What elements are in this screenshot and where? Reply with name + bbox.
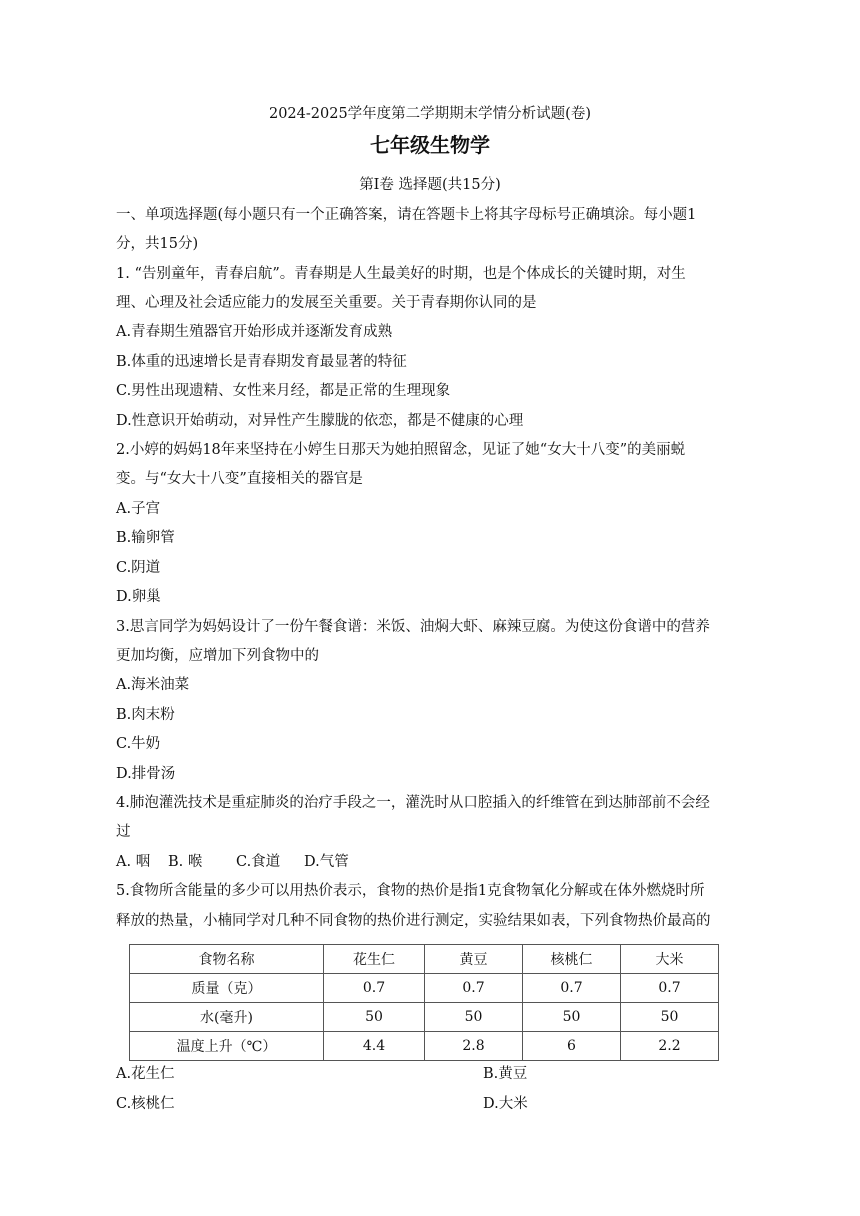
q5-option-c: C.核桃仁 bbox=[116, 1096, 175, 1112]
table-cell: 50 bbox=[425, 1003, 523, 1032]
q4-option-a: A. 咽 bbox=[116, 854, 151, 870]
table-header-cell: 黄豆 bbox=[425, 945, 523, 974]
table-cell: 水(毫升) bbox=[130, 1003, 324, 1032]
subject-title: 七年级生物学 bbox=[370, 133, 490, 157]
q1-option-c: C.男性出现遗精、女性来月经，都是正常的生理现象 bbox=[116, 383, 451, 399]
q2-stem-line2: 变。与“女大十八变”直接相关的器官是 bbox=[116, 471, 363, 487]
table-cell: 0.7 bbox=[324, 974, 425, 1003]
table-header-cell: 核桃仁 bbox=[523, 945, 621, 974]
q5-stem-line2: 释放的热量，小楠同学对几种不同食物的热价进行测定，实验结果如表，下列食物热价最高的 bbox=[116, 913, 711, 929]
section-instruction-line2: 分，共15分) bbox=[116, 236, 199, 252]
q3-option-b: B.肉末粉 bbox=[116, 707, 175, 723]
table-header-cell: 花生仁 bbox=[324, 945, 425, 974]
q4-option-c: C.食道 bbox=[236, 854, 281, 870]
q1-stem-line2: 理、心理及社会适应能力的发展至关重要。关于青春期你认同的是 bbox=[116, 295, 537, 311]
table-row bbox=[130, 1032, 719, 1061]
q3-option-c: C.牛奶 bbox=[116, 736, 161, 752]
exam-title: 2024-2025学年度第二学期期末学情分析试题(卷) bbox=[268, 106, 591, 122]
table-cell: 6 bbox=[523, 1032, 621, 1061]
q2-option-a: A.子宫 bbox=[116, 501, 161, 517]
table-cell: 质量（克） bbox=[130, 974, 324, 1003]
q3-option-d: D.排骨汤 bbox=[116, 766, 176, 782]
q5-option-b: B.黄豆 bbox=[483, 1066, 528, 1082]
q3-option-a: A.海米油菜 bbox=[116, 677, 190, 693]
part-heading: 第Ⅰ卷 选择题(共15分) bbox=[359, 177, 501, 193]
table-cell: 2.2 bbox=[621, 1032, 719, 1061]
table-cell: 4.4 bbox=[324, 1032, 425, 1061]
q4-options bbox=[116, 852, 349, 872]
table-header-cell: 食物名称 bbox=[130, 945, 324, 974]
table-cell: 2.8 bbox=[425, 1032, 523, 1061]
q5-stem-line1: 5.食物所含能量的多少可以用热价表示，食物的热价是指1克食物氧化分解或在体外燃烧时所 bbox=[116, 883, 705, 899]
q1-option-b: B.体重的迅速增长是青春期发育最显著的特征 bbox=[116, 354, 407, 370]
table-cell: 50 bbox=[324, 1003, 425, 1032]
table-cell: 0.7 bbox=[425, 974, 523, 1003]
food-calorie-table bbox=[129, 944, 719, 1061]
q5-option-a: A.花生仁 bbox=[116, 1066, 175, 1082]
table-cell: 50 bbox=[523, 1003, 621, 1032]
table-row bbox=[130, 1003, 719, 1032]
q1-option-a: A.青春期生殖器官开始形成并逐渐发育成熟 bbox=[116, 324, 393, 340]
q2-stem-line1: 2.小婷的妈妈18年来坚持在小婷生日那天为她拍照留念，见证了她“女大十八变”的美丽蜕 bbox=[116, 442, 686, 458]
section-instruction-line1: 一、单项选择题(每小题只有一个正确答案，请在答题卡上将其字母标号正确填涂。每小题1 bbox=[116, 207, 697, 223]
q2-option-c: C.阴道 bbox=[116, 560, 161, 576]
q5-option-d: D.大米 bbox=[483, 1096, 528, 1112]
q2-option-b: B.输卵管 bbox=[116, 530, 175, 546]
table-cell: 0.7 bbox=[523, 974, 621, 1003]
table-cell: 0.7 bbox=[621, 974, 719, 1003]
table-header-cell: 大米 bbox=[621, 945, 719, 974]
q1-option-d: D.性意识开始萌动，对异性产生朦胧的依恋，都是不健康的心理 bbox=[116, 413, 524, 429]
table-cell: 50 bbox=[621, 1003, 719, 1032]
table-cell: 温度上升（℃） bbox=[130, 1032, 324, 1061]
table-row bbox=[130, 974, 719, 1003]
q4-option-d: D.气管 bbox=[304, 854, 349, 870]
q2-option-d: D.卵巢 bbox=[116, 589, 161, 605]
table-header-row bbox=[130, 945, 719, 974]
q3-stem-line1: 3.思言同学为妈妈设计了一份午餐食谱：米饭、油焖大虾、麻辣豆腐。为使这份食谱中的营养 bbox=[116, 619, 710, 635]
q1-stem-line1: 1. “告别童年，青春启航”。青春期是人生最美好的时期，也是个体成长的关键时期，对生 bbox=[116, 266, 686, 282]
q3-stem-line2: 更加均衡，应增加下列食物中的 bbox=[116, 648, 319, 664]
q4-option-b: B. 喉 bbox=[168, 854, 203, 870]
q4-stem-line2: 过 bbox=[116, 824, 131, 840]
q4-stem-line1: 4.肺泡灌洗技术是重症肺炎的治疗手段之一，灌洗时从口腔插入的纤维管在到达肺部前不会经 bbox=[116, 795, 710, 811]
